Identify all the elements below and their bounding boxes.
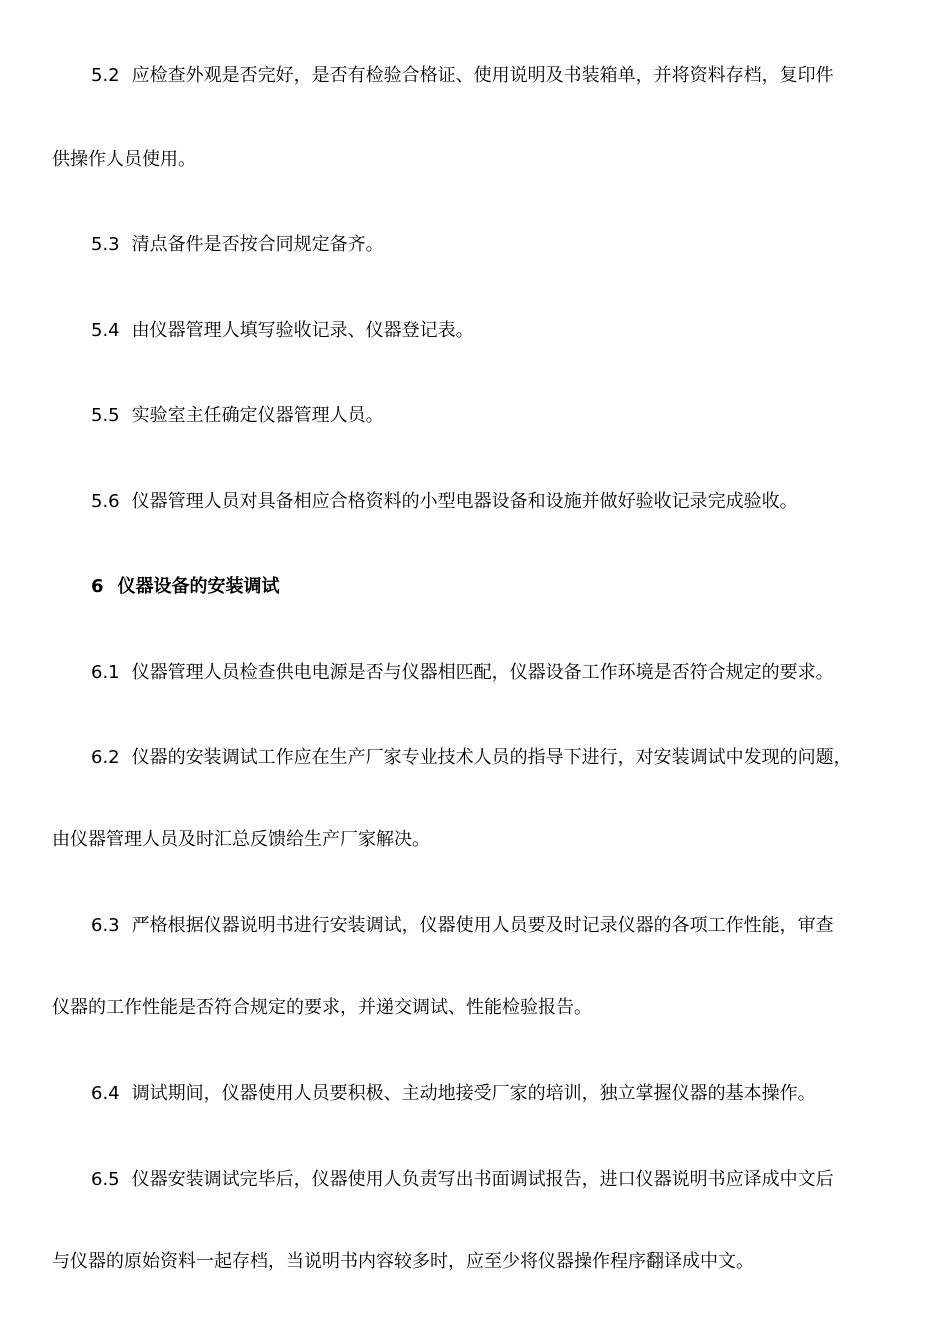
paragraph-6-2-line-1 [91, 746, 852, 770]
paragraph-text: 仪器安装调试完毕后，仪器使用人负责写出书面调试报告，进口仪器说明书应译成中文后 [131, 1169, 834, 1190]
paragraph-5-3 [91, 233, 384, 257]
section-number: 6.5 [91, 1169, 120, 1190]
paragraph-text: 由仪器管理人填写验收记录、仪器登记表。 [131, 320, 474, 341]
paragraph-text: 由仪器管理人员及时汇总反馈给生产厂家解决。 [52, 829, 430, 850]
paragraph-5-2-line-2 [52, 148, 196, 172]
paragraph-5-2-line-1 [91, 64, 834, 88]
paragraph-text: 清点备件是否按合同规定备齐。 [131, 234, 384, 255]
section-number: 6.4 [91, 1083, 120, 1104]
paragraph-6-1 [91, 661, 834, 685]
section-number: 5.2 [91, 65, 120, 86]
paragraph-text: 调试期间，仪器使用人员要积极、主动地接受厂家的培训，独立掌握仪器的基本操作。 [131, 1083, 816, 1104]
paragraph-6-5-line-1 [91, 1168, 834, 1192]
paragraph-text: 仪器的安装调试工作应在生产厂家专业技术人员的指导下进行，对安装调试中发现的问题， [131, 747, 852, 768]
paragraph-6-5-line-2 [52, 1250, 754, 1274]
paragraph-text: 应检查外观是否完好，是否有检验合格证、使用说明及书装箱单，并将资料存档，复印件 [131, 65, 834, 86]
section-number: 6.3 [91, 915, 120, 936]
section-number: 6.2 [91, 747, 120, 768]
paragraph-6-3-line-1 [91, 914, 834, 938]
paragraph-text: 供操作人员使用。 [52, 149, 196, 170]
section-number: 5.4 [91, 320, 120, 341]
section-number: 5.6 [91, 491, 120, 512]
paragraph-6-3-line-2 [52, 996, 592, 1020]
section-heading-6 [91, 575, 280, 599]
section-number: 5.5 [91, 405, 120, 426]
paragraph-5-4 [91, 319, 474, 343]
section-number: 6.1 [91, 662, 120, 683]
paragraph-5-6 [91, 490, 798, 514]
paragraph-text: 严格根据仪器说明书进行安装调试，仪器使用人员要及时记录仪器的各项工作性能，审查 [131, 915, 834, 936]
paragraph-text: 实验室主任确定仪器管理人员。 [131, 405, 384, 426]
paragraph-text: 仪器管理人员检查供电电源是否与仪器相匹配，仪器设备工作环境是否符合规定的要求。 [131, 662, 834, 683]
paragraph-5-5 [91, 404, 384, 428]
paragraph-text: 仪器管理人员对具备相应合格资料的小型电器设备和设施并做好验收记录完成验收。 [131, 491, 798, 512]
paragraph-6-2-line-2 [52, 828, 430, 852]
section-number: 5.3 [91, 234, 120, 255]
section-title: 仪器设备的安装调试 [117, 576, 280, 597]
section-number: 6 [91, 576, 104, 597]
paragraph-6-4 [91, 1082, 816, 1106]
paragraph-text: 仪器的工作性能是否符合规定的要求，并递交调试、性能检验报告。 [52, 997, 592, 1018]
paragraph-text: 与仪器的原始资料一起存档，当说明书内容较多时，应至少将仪器操作程序翻译成中文。 [52, 1251, 754, 1272]
